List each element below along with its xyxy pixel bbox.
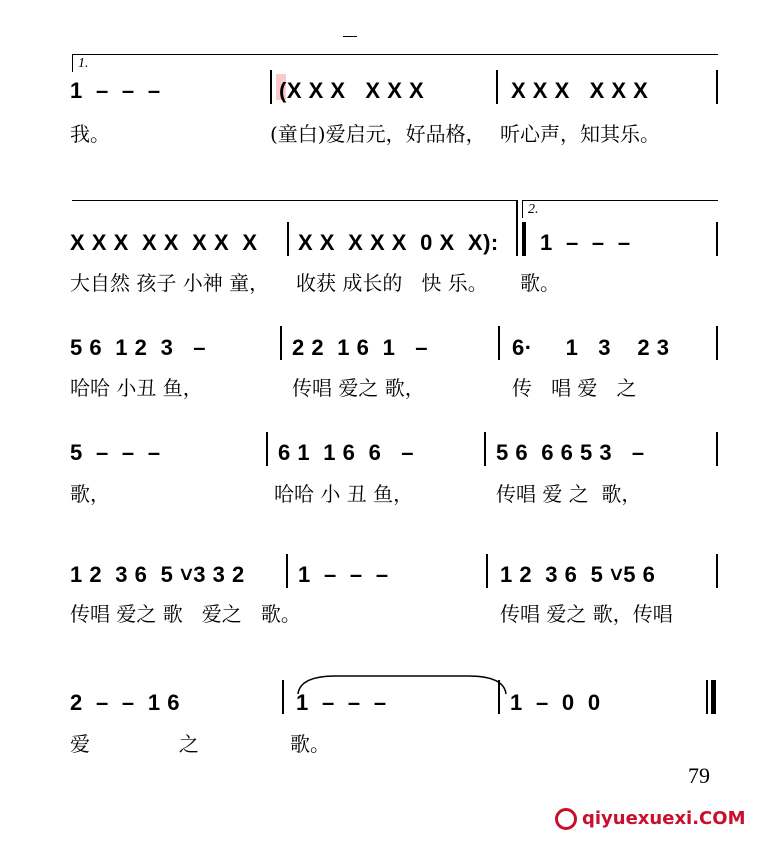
lyrics-row1-a: 我。 — [70, 122, 110, 146]
barline — [716, 432, 718, 466]
notes-row3-m1: 5 6 1 2 3 – — [70, 335, 206, 360]
lyrics-row1-c: 听心声，知其乐。 — [500, 122, 660, 146]
lyrics-row6-a: 爱 之 — [70, 732, 200, 756]
barline — [498, 680, 500, 714]
barline — [498, 326, 500, 360]
notes-row2-m1: X X X X X X X X — [70, 230, 258, 255]
notes-row4-m3: 5 6 6 6 5 3 – — [496, 440, 645, 465]
barline — [280, 326, 282, 360]
barline — [286, 554, 288, 588]
notes-row4-m2: 6 1 1 6 6 – — [278, 440, 414, 465]
lyrics-row4-a: 歌， — [70, 482, 110, 506]
barline — [270, 70, 272, 104]
first-ending-label: 1. — [78, 56, 89, 71]
lyrics-row5-c: 传唱 爱之 歌，传唱 — [500, 602, 673, 626]
lyrics-row3-a: 哈哈 小丑 鱼， — [70, 376, 203, 400]
barline — [486, 554, 488, 588]
barline — [716, 70, 718, 104]
lyrics-row3-b: 传唱 爱之 歌， — [292, 376, 425, 400]
barline — [282, 680, 284, 714]
notes-row2-m3: 1 – – – — [540, 230, 631, 255]
lyrics-row2-a: 大自然 孩子 小神 童， — [70, 271, 270, 295]
barline — [287, 222, 289, 256]
first-ending-bracket-continued — [72, 200, 516, 201]
lyrics-row4-b: 哈哈 小 丑 鱼， — [274, 482, 414, 506]
repeat-end-barline-thick — [522, 222, 526, 256]
final-barline-thin — [706, 680, 708, 714]
watermark-text: qiyuexuexi.COM — [582, 808, 746, 829]
notes-row3-m2: 2 2 1 6 1 – — [292, 335, 428, 360]
notes-row1-m3: X X X X X X — [511, 78, 649, 103]
barline — [716, 222, 718, 256]
lyrics-row6-b: 歌。 — [290, 732, 330, 756]
first-ending-bracket-left — [72, 54, 73, 72]
page-number: 79 — [688, 763, 710, 788]
lyrics-row4-c: 传唱 爱 之 歌， — [496, 482, 642, 506]
barline — [484, 432, 486, 466]
second-ending-label: 2. — [528, 202, 539, 217]
notes-row6-m3: 1 – 0 0 — [510, 690, 601, 715]
notes-row2-m2: X X X X X 0 X X): — [298, 230, 499, 255]
notes-row4-m1: 5 – – – — [70, 440, 161, 465]
barline — [266, 432, 268, 466]
lyrics-row2-b: 收获 成长的 快 乐。 — [296, 271, 488, 295]
barline — [716, 554, 718, 588]
second-ending-bracket-left — [522, 200, 523, 218]
watermark-logo-icon — [555, 808, 577, 830]
lyrics-row3-c: 传 唱 爱 之 — [512, 376, 637, 400]
barline — [496, 70, 498, 104]
repeat-end-barline — [516, 200, 518, 256]
notes-row6-m2: 1 – – – — [296, 690, 387, 715]
notes-row1-m1: 1 – – – — [70, 78, 161, 103]
notes-row5-m2: 1 – – – — [298, 562, 389, 587]
final-barline-thick — [711, 680, 716, 714]
first-ending-bracket — [72, 54, 718, 55]
notes-row3-m3: 6· 1 3 2 3 — [512, 335, 670, 360]
lyrics-row1-b: (童白)爱启元，好品格， — [270, 122, 486, 146]
notes-row6-m1: 2 – – 1 6 — [70, 690, 180, 715]
notes-row1-m2: (X X X X X X — [279, 78, 425, 103]
barline — [716, 326, 718, 360]
notes-row5-m3: 1 2 3 6 5 ˅5 6 — [500, 562, 656, 587]
lyrics-row5-a: 传唱 爱之 歌 爱之 歌。 — [70, 602, 301, 626]
notes-row5-m1: 1 2 3 6 5 ˅3 3 2 — [70, 562, 245, 587]
top-mark — [343, 36, 357, 37]
second-ending-bracket — [522, 200, 718, 201]
lyrics-row2-c: 歌。 — [520, 271, 560, 295]
